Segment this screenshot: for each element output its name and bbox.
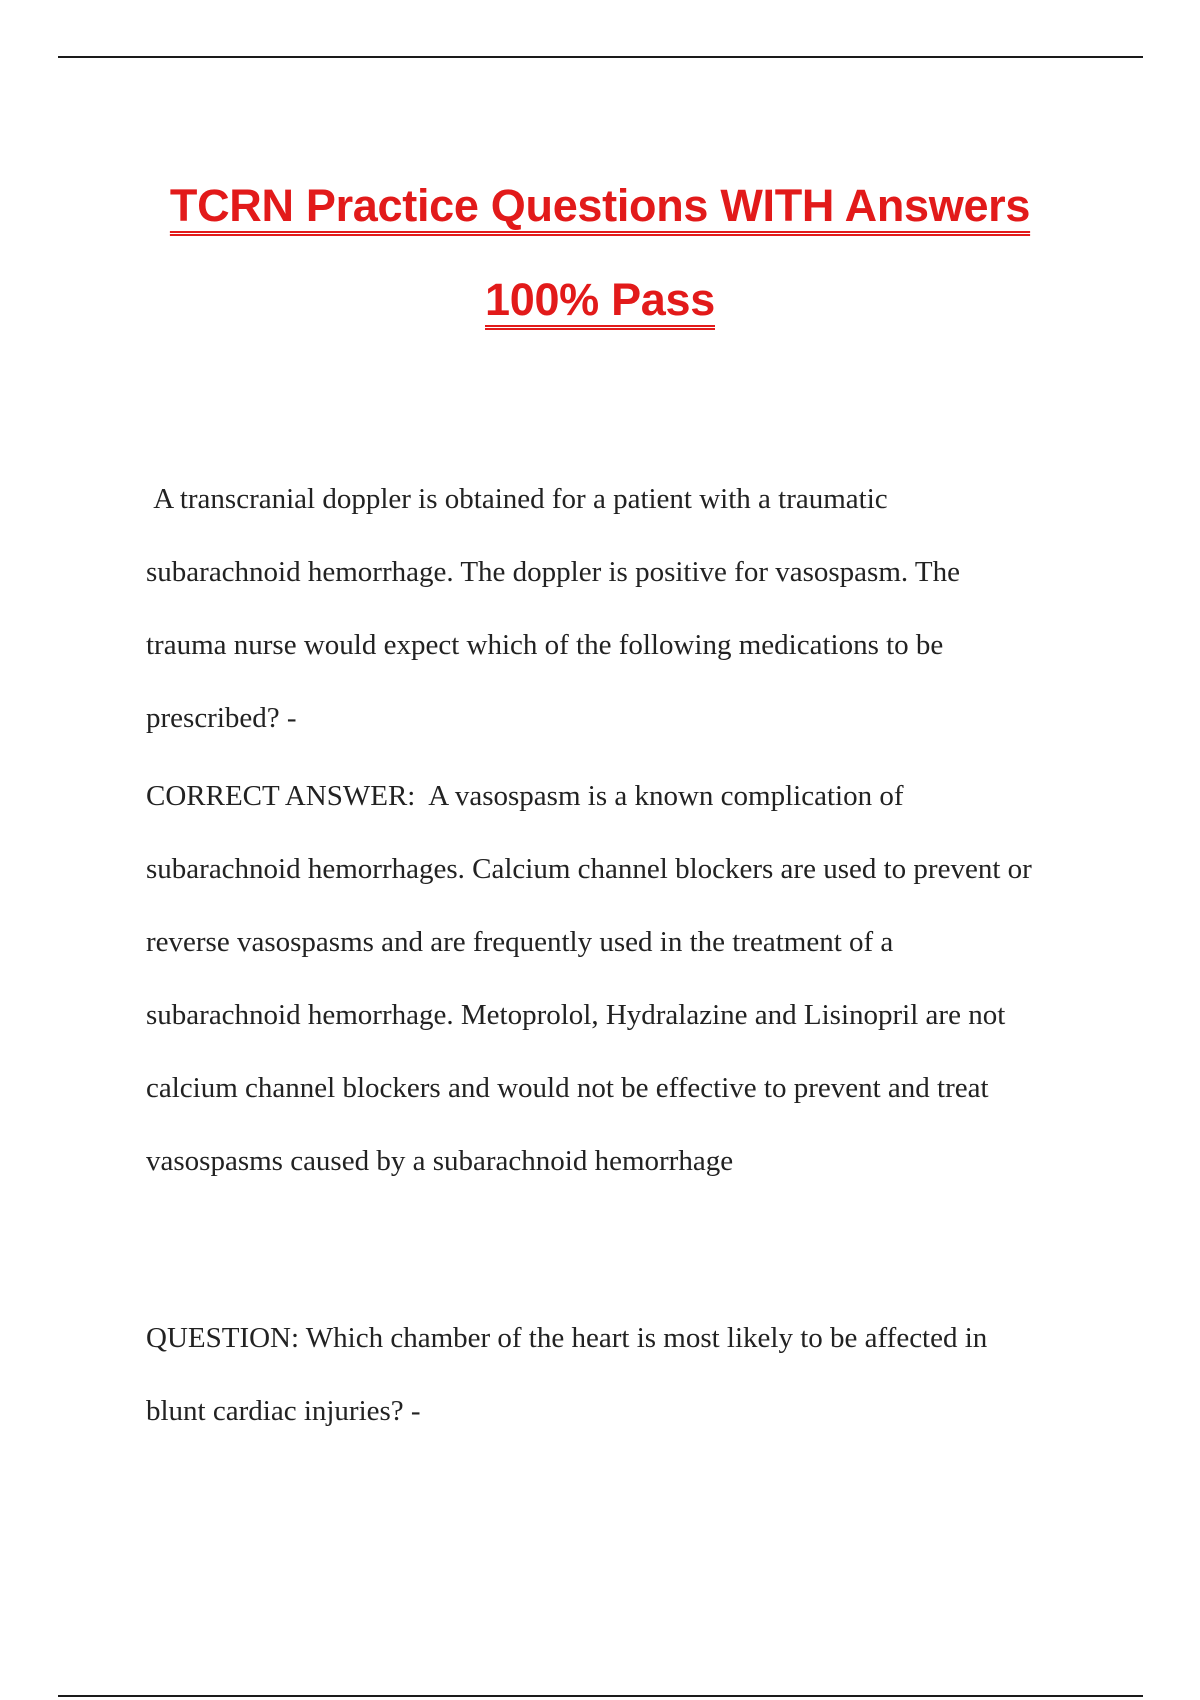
question-1-text: A transcranial doppler is obtained for a patient with a traumatic subarachnoid hemorrhage. The doppler is positive for vasospasm. The trauma nurse would expect which of the following medications to be prescribed? - — [146, 483, 968, 734]
answer-1-text: CORRECT ANSWER: A vasospasm is a known complication of subarachnoid hemorrhages. Calcium channel blockers are used to prevent or reverse vasospasms and are frequently used in the treatment of a subarachnoid hemorrhage. Metoprolol, Hydralazine and Lisinopril are not calcium channel blockers and would not be effective to prevent and treat vasospasms caused by a subarachnoid hemorrhage — [146, 780, 1040, 1177]
question-2-text: QUESTION: Which chamber of the heart is most likely to be affected in blunt cardiac injuries? - — [146, 1322, 988, 1427]
document-title — [0, 180, 1200, 326]
title-line-2: 100% Pass — [485, 274, 715, 325]
document-body — [146, 463, 1046, 1448]
top-rule — [58, 56, 1143, 58]
bottom-rule — [58, 1695, 1143, 1697]
title-line-1: TCRN Practice Questions WITH Answers — [169, 180, 1031, 231]
